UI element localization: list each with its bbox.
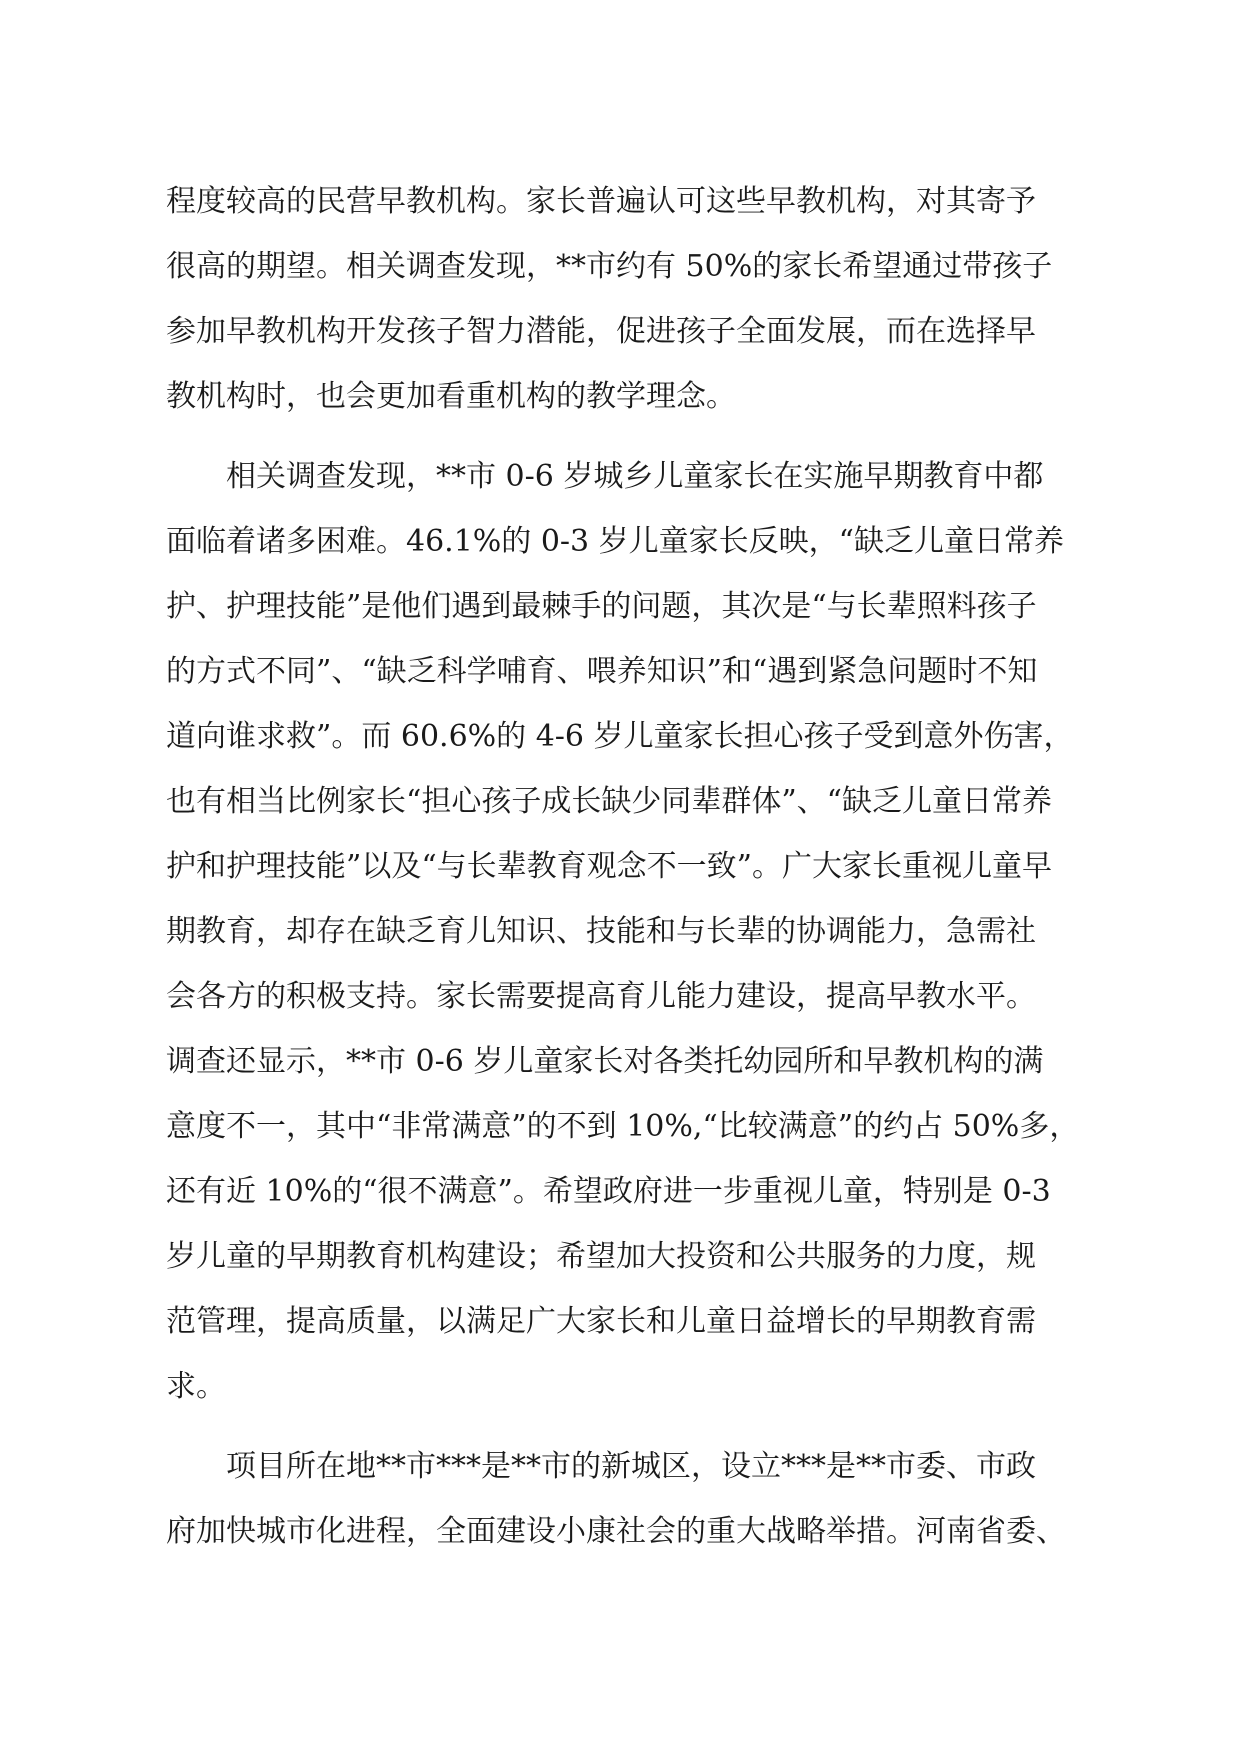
- text-line: 也有相当比例家长“担心孩子成长缺少同辈群体”、“缺乏儿童日常养: [166, 784, 1053, 819]
- text-line: 岁儿童的早期教育机构建设；希望加大投资和公共服务的力度，规: [166, 1239, 1036, 1274]
- text-line: 程度较高的民营早教机构。家长普遍认可这些早教机构，对其寄予: [166, 184, 1036, 219]
- text-line: 护和护理技能”以及“与长辈教育观念不一致”。广大家长重视儿童早: [166, 849, 1053, 884]
- text-line: 会各方的积极支持。家长需要提高育儿能力建设，提高早教水平。: [166, 979, 1036, 1014]
- text-line: 道向谁求救”。而 60.6%的 4-6 岁儿童家长担心孩子受到意外伤害，: [166, 719, 1074, 754]
- text-line: 相关调查发现，**市 0-6 岁城乡儿童家长在实施早期教育中都: [166, 459, 1044, 494]
- text-line: 意度不一，其中“非常满意”的不到 10%,“比较满意”的约占 50%多，: [166, 1109, 1080, 1144]
- text-line: 面临着诸多困难。46.1%的 0-3 岁儿童家长反映，“缺乏儿童日常养: [166, 524, 1065, 559]
- paragraph-1: [166, 184, 1076, 447]
- text-line: 很高的期望。相关调查发现，**市约有 50%的家长希望通过带孩子: [166, 249, 1053, 284]
- text-line: 护、护理技能”是他们遇到最棘手的问题，其次是“与长辈照料孩子: [166, 589, 1037, 624]
- text-line: 还有近 10%的“很不满意”。希望政府进一步重视儿童，特别是 0-3: [166, 1174, 1051, 1209]
- text-line: 调查还显示，**市 0-6 岁儿童家长对各类托幼园所和早教机构的满: [166, 1044, 1044, 1079]
- text-line: 求。: [166, 1369, 226, 1404]
- text-line: 教机构时，也会更加看重机构的教学理念。: [166, 379, 736, 414]
- text-line: 府加快城市化进程，全面建设小康社会的重大战略举措。河南省委、: [166, 1514, 1066, 1549]
- body-text: [166, 184, 1080, 1582]
- text-line: 的方式不同”、“缺乏科学哺育、喂养知识”和“遇到紧急问题时不知: [166, 654, 1038, 689]
- paragraph-2: [166, 459, 1080, 1437]
- text-line: 参加早教机构开发孩子智力潜能，促进孩子全面发展，而在选择早: [166, 314, 1036, 349]
- paragraph-3: [166, 1449, 1076, 1582]
- text-line: 项目所在地**市***是**市的新城区，设立***是**市委、市政: [166, 1449, 1036, 1484]
- text-line: 范管理，提高质量，以满足广大家长和儿童日益增长的早期教育需: [166, 1304, 1036, 1339]
- text-line: 期教育，却存在缺乏育儿知识、技能和与长辈的协调能力，急需社: [166, 914, 1036, 949]
